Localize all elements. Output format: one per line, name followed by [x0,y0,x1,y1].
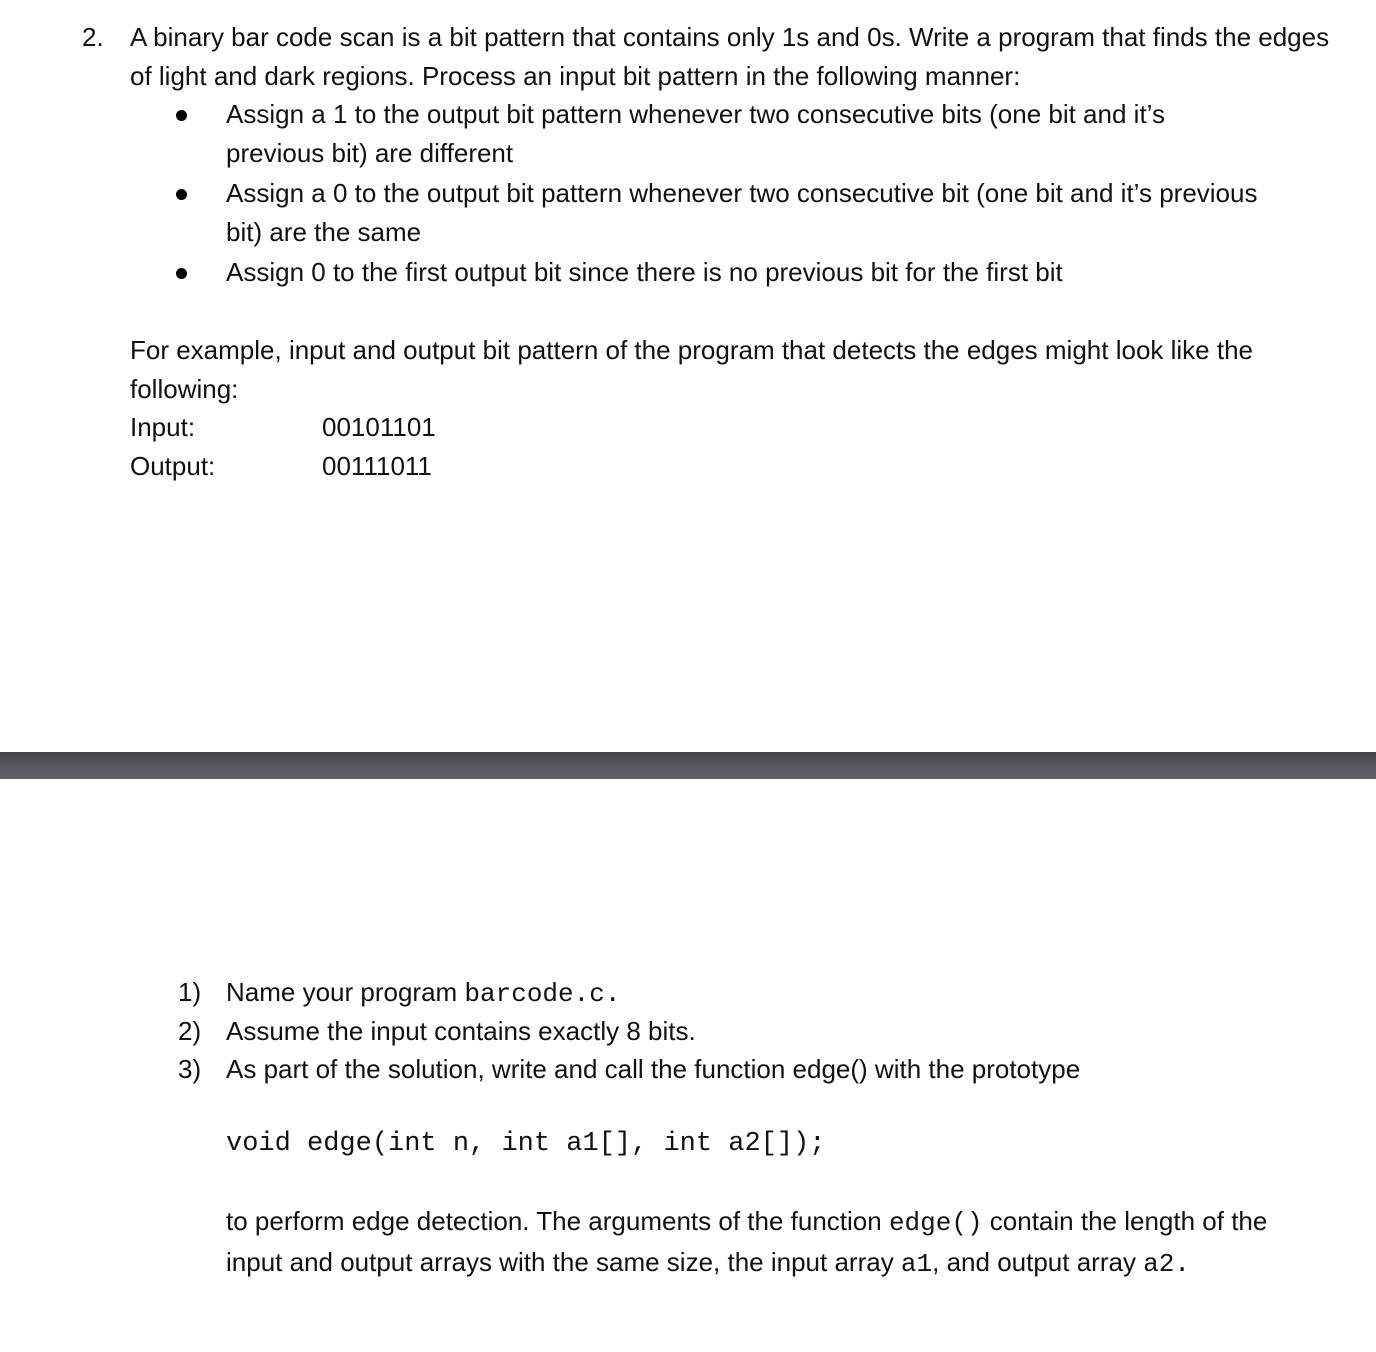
question-intro: A binary bar code scan is a bit pattern that contains only 1s and 0s. Write a program that finds the edges of light and dark regions. Process an input bit pattern in the following manner: [130,22,1330,91]
requirement-1 [226,973,1306,1014]
output-bit-pattern: 00111011 [322,451,432,481]
function-prototype: void edge(int n, int a1[], int a2[]); [226,1129,826,1159]
rule-bullet-3: Assign 0 to the first output bit since there is no previous bit for the first bit [226,257,1063,287]
closing-text-3: , and output array [932,1247,1144,1277]
requirement-number-3: 3) [178,1054,202,1084]
requirement-number-1: 1) [178,977,202,1007]
rule-bullet-2: Assign a 0 to the output bit pattern whenever two consecutive bit (one bit and it’s previous bit) are the same [226,178,1258,247]
requirement-3: As part of the solution, write and call the function edge() with the prototype [226,1054,1081,1084]
closing-text-1: to perform edge detection. The arguments of the function [226,1206,889,1236]
program-filename: barcode.c. [464,979,621,1009]
requirement-2: Assume the input contains exactly 8 bits. [226,1016,696,1046]
input-label: Input: [130,412,196,442]
output-array-name: a2. [1143,1249,1190,1279]
closing-text-2: contain the length of the input and output arrays with the same size, the input array [226,1206,1268,1277]
bullet-dot-icon [176,189,187,200]
question-number: 2. [82,22,104,52]
output-label: Output: [130,451,216,481]
input-array-name: a1 [900,1249,933,1279]
bullet-dot-icon [176,110,187,121]
page-divider [0,752,1376,779]
rule-bullet-1: Assign a 1 to the output bit pattern whenever two consecutive bits (one bit and it’s previous bit) are different [226,99,1165,168]
edge-function-name: edge() [888,1208,983,1238]
requirement-number-2: 2) [178,1016,202,1046]
closing-paragraph [226,1202,1286,1284]
input-bit-pattern: 00101101 [322,412,436,442]
requirement-1-text: Name your program [226,977,465,1007]
example-intro: For example, input and output bit pattern of the program that detects the edges might look like the following: [130,335,1254,404]
bullet-dot-icon [176,268,187,279]
